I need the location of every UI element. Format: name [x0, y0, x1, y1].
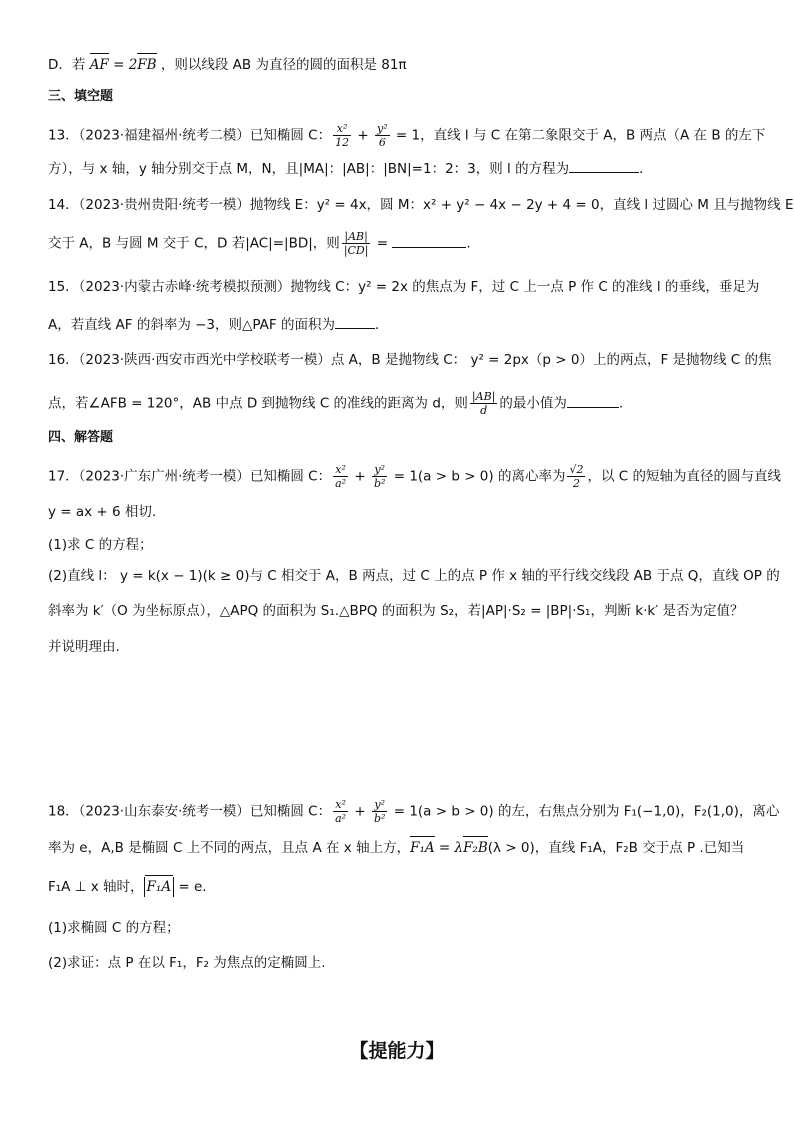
q14-line2 — [48, 230, 471, 257]
q15-period: ． — [374, 317, 389, 333]
section-fill-in-title: 三、填空题 — [48, 89, 114, 104]
q14-frac-num: |AB| — [342, 230, 371, 244]
q16-frac-num: |AB| — [471, 390, 496, 403]
q14-frac-den: |CD| — [343, 244, 369, 257]
q18-text-f: = e. — [174, 879, 207, 895]
q18-text-b: = 1(a > b > 0) 的左，右焦点分别为 F₁(−1,0)，F₂(1,0)，离心 — [389, 803, 780, 820]
q18-text-c: 率为 e，A,B 是椭圆 C 上不同的两点，且点 A 在 x 轴上方， — [48, 840, 411, 856]
q13-text-c: 方），与 x 轴，y 轴分别交于点 M，N，且|MA|：|AB|：|BN|=1：2：3，则 l 的方程为 — [48, 161, 570, 177]
q14-eq: = — [372, 235, 393, 252]
option-d-prefix: D．若 — [48, 57, 90, 73]
q13-frac-x-den: 12 — [335, 136, 350, 149]
q16-answer-blank[interactable] — [567, 393, 619, 408]
q17-frac-ecc-den: 2 — [572, 477, 580, 490]
abs-vector-f1a: F₁A — [144, 877, 175, 897]
q18-line3 — [48, 877, 207, 897]
q18-frac-x — [333, 798, 348, 825]
option-d-text: ，则以线段 AB 为直径的圆的面积是 81π — [156, 57, 407, 73]
q16-text-b: 的最小值为 — [499, 395, 567, 412]
q13-frac-y — [375, 122, 390, 149]
q17-frac-x-den: a² — [335, 477, 347, 490]
q18-frac-y — [372, 798, 387, 825]
q14-frac — [342, 230, 371, 257]
option-d-eq: = 2 — [108, 57, 138, 73]
q17-frac-y-den: b² — [373, 477, 386, 490]
q16-text-a: 点，若∠AFB = 120°，AB 中点 D 到抛物线 C 的准线的距离为 d，则 — [48, 395, 468, 412]
q17-text-a: 17．（2023·广东广州·统考一模）已知椭圆 C： — [48, 468, 332, 485]
q13-frac-x-num: x² — [333, 122, 351, 136]
q18-part2: (2)求证：点 P 在以 F₁，F₂ 为焦点的定椭圆上. — [48, 955, 326, 971]
q17-frac-ecc-num: √2 — [569, 463, 584, 476]
q15-text: A，若直线 AF 的斜率为 −3，则△PAF 的面积为 — [48, 317, 335, 333]
q17-plus: + — [350, 468, 370, 485]
vector-fb: FB — [137, 57, 157, 73]
q17-part1: (1)求 C 的方程； — [48, 537, 153, 553]
q13-frac-x — [333, 122, 351, 149]
vector-f1a: F₁A — [410, 840, 435, 856]
q16-period: . — [618, 395, 624, 412]
section-footer-title: 【提能力】 — [349, 1040, 445, 1062]
q18-text-d: (λ > 0)，直线 F₁A，F₂B 交于点 P .已知当 — [487, 840, 745, 856]
q13-line1 — [48, 122, 765, 149]
q14-period: . — [466, 235, 471, 252]
q17-frac-y-num: y² — [372, 463, 387, 477]
section-answer-title: 四、解答题 — [48, 430, 114, 445]
q13-period: ． — [639, 161, 653, 177]
option-d — [48, 55, 407, 75]
q17-frac-ecc — [567, 463, 585, 490]
q17-frac-y — [372, 463, 387, 490]
vector-af: AF — [89, 57, 109, 73]
q18-frac-y-den: b² — [373, 812, 386, 825]
q18-line1 — [48, 798, 779, 825]
q18-text-a: 18．（2023·山东泰安·统考一模）已知椭圆 C： — [48, 803, 332, 820]
q17-line1 — [48, 463, 781, 490]
q17-frac-x-num: x² — [333, 463, 348, 477]
q14-text-a: 交于 A，B 与圆 M 交于 C，D 若|AC|=|BD|，则 — [48, 235, 340, 252]
q13-plus: + — [353, 127, 373, 144]
q16-line1: 16．（2023·陕西·西安市西光中学校联考一模）点 A，B 是抛物线 C： y² = 2px（p > 0）上的两点，F 是抛物线 C 的焦 — [48, 352, 772, 368]
q15-line2 — [48, 314, 388, 335]
q16-frac — [470, 390, 497, 417]
vector-f2b: F₂B — [463, 840, 488, 856]
q16-frac-den: d — [480, 404, 488, 417]
q18-part1: (1)求椭圆 C 的方程； — [48, 920, 180, 936]
q17-part2-line1: (2)直线 l： y = k(x − 1)(k ≥ 0)与 C 相交于 A，B 两点，过 C 上的点 P 作 x 轴的平行线交线段 AB 于点 Q，直线 OP 的 — [48, 568, 780, 584]
q13-text-b: = 1，直线 l 与 C 在第二象限交于 A，B 两点（A 在 B 的左下 — [391, 127, 766, 144]
q13-line2 — [48, 158, 653, 179]
q15-line1: 15．（2023·内蒙古赤峰·统考模拟预测）抛物线 C：y² = 2x 的焦点为 F，过 C 上一点 P 作 C 的准线 l 的垂线，垂足为 — [48, 279, 760, 295]
q18-lambda: = λ — [434, 840, 464, 856]
q18-frac-x-num: x² — [333, 798, 348, 812]
q13-text-a: 13．（2023·福建福州·统考二模）已知椭圆 C： — [48, 127, 332, 144]
q18-line2 — [48, 838, 744, 858]
q17-part2-line3: 并说明理由. — [48, 639, 120, 655]
q18-plus: + — [350, 803, 370, 820]
q17-text-b: = 1(a > b > 0) 的离心率为 — [389, 468, 566, 485]
q13-frac-y-den: 6 — [378, 136, 386, 149]
q13-answer-blank[interactable] — [569, 158, 639, 173]
q14-answer-blank[interactable] — [392, 233, 466, 248]
q18-text-e: F₁A ⊥ x 轴时， — [48, 879, 144, 895]
q17-text-c: ，以 C 的短轴为直径的圆与直线 — [587, 468, 781, 485]
q14-line1: 14．（2023·贵州贵阳·统考一模）抛物线 E：y² = 4x，圆 M：x² + y² − 4x − 2y + 4 = 0，直线 l 过圆心 M 且与抛物线 E — [48, 197, 794, 213]
q17-frac-x — [333, 463, 348, 490]
q17-part2-line2: 斜率为 k′（O 为坐标原点），△APQ 的面积为 S₁.△BPQ 的面积为 S₂，若|AP|·S₂ = |BP|·S₁，判断 k·k′ 是否为定值？ — [48, 603, 744, 619]
q15-answer-blank[interactable] — [335, 314, 375, 329]
q18-frac-y-num: y² — [372, 798, 387, 812]
q13-frac-y-num: y² — [377, 122, 388, 135]
q17-line2: y = ax + 6 相切. — [48, 504, 157, 520]
q16-line2 — [48, 390, 623, 417]
q18-frac-x-den: a² — [335, 812, 347, 825]
